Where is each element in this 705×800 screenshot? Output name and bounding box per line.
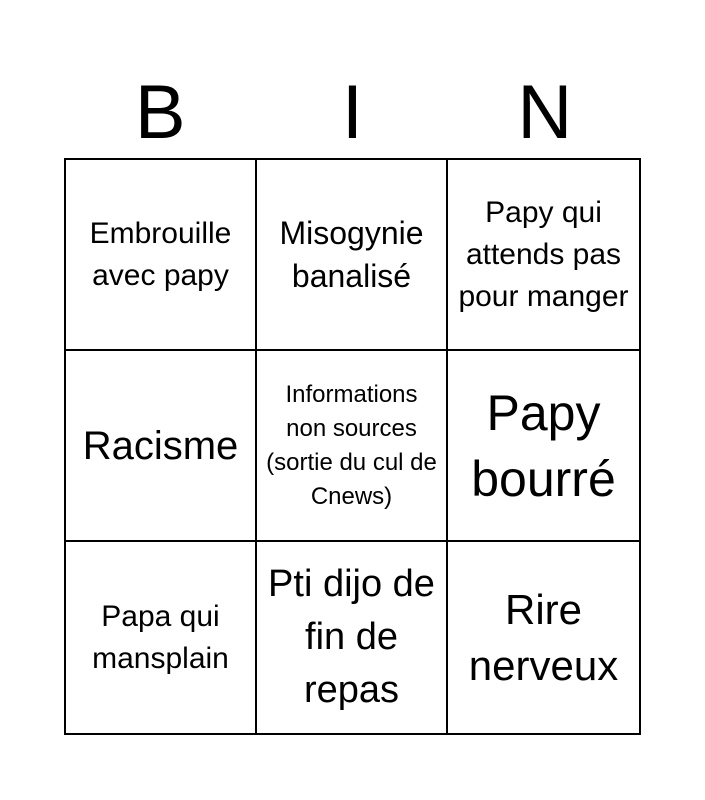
header-letter-b: B — [134, 70, 186, 155]
cell-text: Papy bourré — [471, 384, 616, 507]
cell-text: Papa qui mansplain — [92, 599, 229, 675]
cell-text: Papy qui attends pas pour manger — [458, 195, 629, 313]
bingo-board — [64, 158, 641, 735]
cell-text: Informations non sources (sortie du cul de Cnews) — [266, 380, 437, 510]
bingo-header — [64, 70, 641, 156]
bingo-cell[interactable] — [448, 160, 639, 351]
cell-text: Pti dijo de fin de repas — [268, 563, 435, 711]
bingo-cell[interactable] — [448, 351, 639, 542]
header-letter-n: N — [517, 70, 573, 155]
bingo-cell[interactable] — [448, 542, 639, 733]
bingo-cell[interactable] — [257, 160, 448, 351]
bingo-cell[interactable] — [257, 542, 448, 733]
cell-text: Misogynie banalisé — [279, 214, 424, 294]
bingo-cell[interactable] — [66, 351, 257, 542]
bingo-cell[interactable] — [66, 542, 257, 733]
cell-text: Rire nerveux — [468, 585, 619, 689]
bingo-cell[interactable] — [66, 160, 257, 351]
cell-text: Embrouille avec papy — [89, 216, 232, 292]
cell-text: Racisme — [82, 423, 239, 468]
header-letter-i: I — [341, 70, 364, 155]
bingo-cell[interactable] — [257, 351, 448, 542]
